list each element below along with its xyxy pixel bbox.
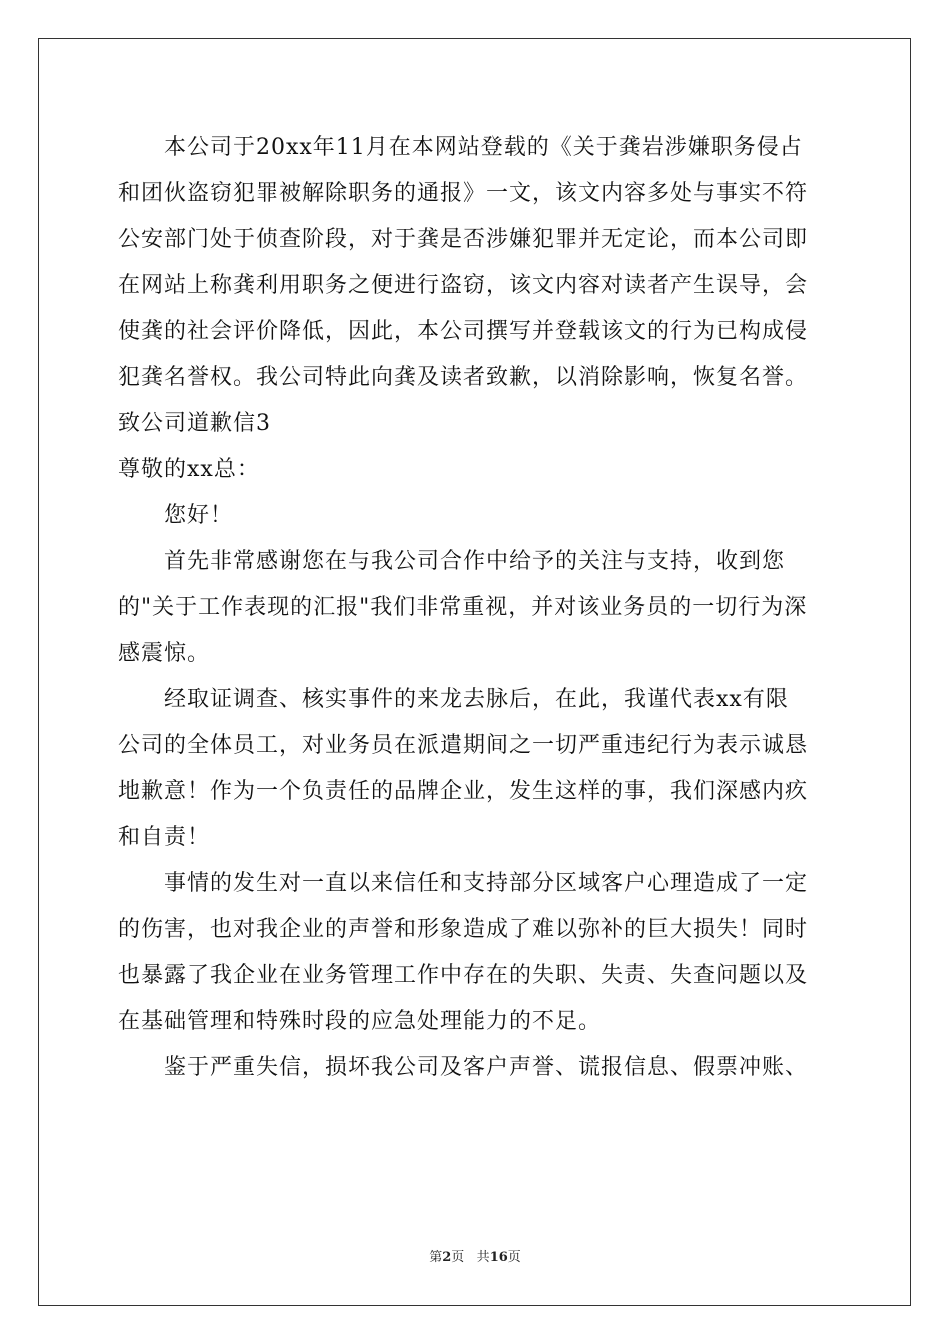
text-line: 在网站上称龚利用职务之便进行盗窃，该文内容对读者产生误导，会	[118, 273, 809, 298]
text-line: 本公司于20xx年11月在本网站登载的《关于龚岩涉嫌职务侵占	[164, 135, 803, 160]
text-line: 事情的发生对一直以来信任和支持部分区域客户心理造成了一定	[164, 871, 809, 896]
text-line: 公司的全体员工，对业务员在派遣期间之一切严重违纪行为表示诚恳	[118, 733, 809, 758]
text-line: 使龚的社会评价降低，因此，本公司撰写并登载该文的行为已构成侵	[118, 319, 809, 344]
text-line: 和自责！	[118, 825, 211, 850]
total-prefix: 共	[476, 1250, 490, 1265]
page-suffix: 页	[451, 1250, 465, 1265]
text-line: 鉴于严重失信，损坏我公司及客户声誉、谎报信息、假票冲账、	[164, 1055, 809, 1080]
salutation: 尊敬的xx总：	[118, 457, 260, 482]
total-suffix: 页	[507, 1250, 521, 1265]
page-number: 2	[442, 1250, 452, 1265]
text-line: 地歉意！作为一个负责任的品牌企业，发生这样的事，我们深感内疚	[118, 779, 809, 804]
text-line: 和团伙盗窃犯罪被解除职务的通报》一文，该文内容多处与事实不符	[118, 181, 809, 206]
text-line: 也暴露了我企业在业务管理工作中存在的失职、失责、失查问题以及	[118, 963, 809, 988]
text-line: 经取证调查、核实事件的来龙去脉后，在此，我谨代表xx有限	[164, 687, 789, 712]
page-prefix: 第	[429, 1250, 443, 1265]
text-line: 首先非常感谢您在与我公司合作中给予的关注与支持，收到您	[164, 549, 786, 574]
total-pages: 16	[489, 1250, 508, 1265]
text-line: 在基础管理和特殊时段的应急处理能力的不足。	[118, 1009, 602, 1034]
text-line: 感震惊。	[118, 641, 211, 666]
text-line: 公安部门处于侦查阶段，对于龚是否涉嫌犯罪并无定论，而本公司即	[118, 227, 809, 252]
document-body	[118, 125, 834, 1091]
section-heading: 致公司道歉信3	[118, 411, 271, 436]
text-line: 犯龚名誉权。我公司特此向龚及读者致歉，以消除影响，恢复名誉。	[118, 365, 809, 390]
page-footer	[0, 1246, 950, 1265]
greeting: 您好！	[164, 503, 234, 528]
text-line: 的伤害，也对我企业的声誉和形象造成了难以弥补的巨大损失！同时	[118, 917, 809, 942]
text-line: 的"关于工作表现的汇报"我们非常重视，并对该业务员的一切行为深	[118, 595, 808, 620]
